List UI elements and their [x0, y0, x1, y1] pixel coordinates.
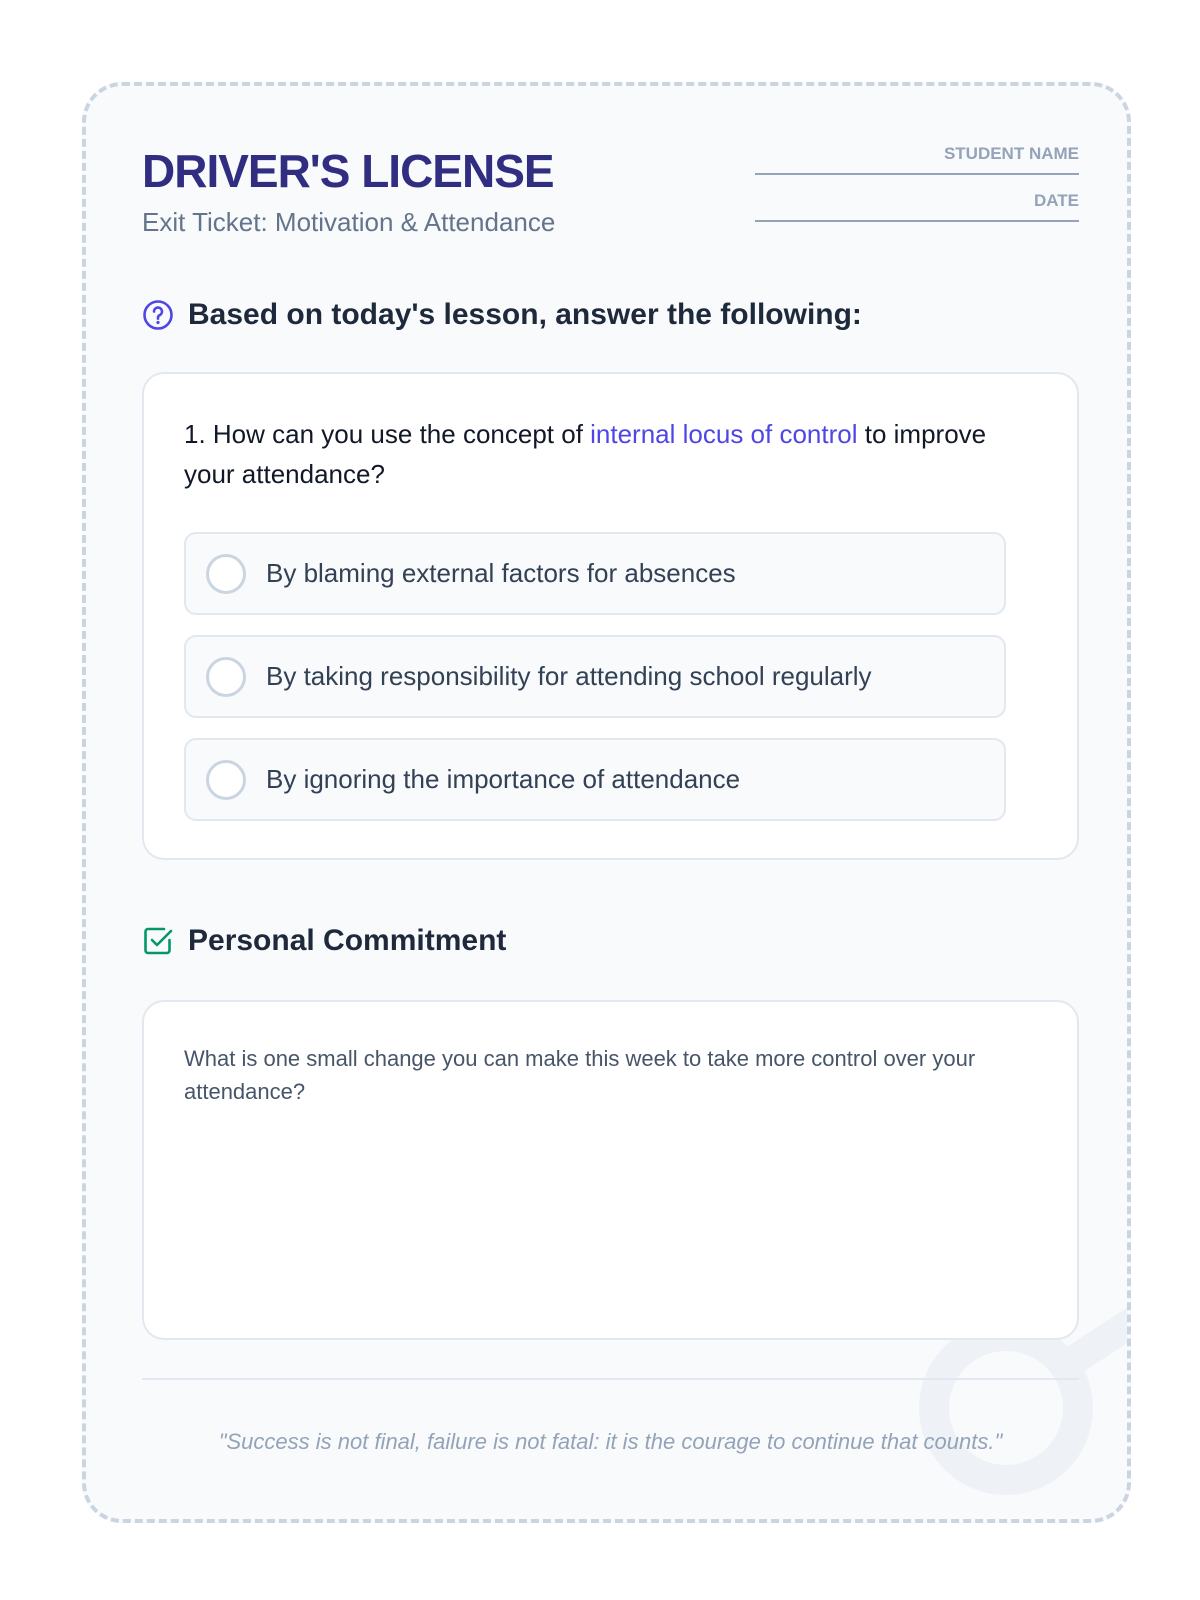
- answer-option-2[interactable]: [184, 635, 1006, 718]
- check-square-icon: [142, 925, 174, 957]
- question-highlight: internal locus of control: [590, 419, 858, 449]
- question-text: [184, 414, 1024, 494]
- page-subtitle: Exit Ticket: Motivation & Attendance: [142, 207, 556, 237]
- question-prefix: 1. How can you use the concept of: [184, 419, 591, 449]
- date-field[interactable]: [755, 191, 1079, 222]
- page-title: DRIVER'S LICENSE: [142, 145, 554, 197]
- question-suffix: to improve your attendance?: [184, 419, 987, 489]
- exit-ticket-card: [82, 82, 1131, 1523]
- date-label: DATE: [1033, 191, 1079, 210]
- answer-option-label: By taking responsibility for attending school regularly: [266, 661, 872, 691]
- radio-button[interactable]: [206, 657, 246, 697]
- question-section-heading-text: Based on today's lesson, answer the following:: [188, 298, 862, 331]
- footer-quote: "Success is not final, failure is not fatal: it is the courage to continue that counts.": [218, 1429, 1003, 1454]
- question-panel: [142, 372, 1079, 860]
- commitment-answer-box[interactable]: [142, 1000, 1079, 1340]
- header: [142, 144, 1079, 264]
- answer-option-3[interactable]: [184, 738, 1006, 821]
- footer-divider: [142, 1378, 1079, 1380]
- question-circle-icon: [142, 299, 174, 331]
- answer-option-label: By ignoring the importance of attendance: [266, 764, 741, 794]
- commitment-section-heading: [142, 924, 506, 958]
- commitment-section-heading-text: Personal Commitment: [188, 924, 507, 957]
- student-name-label: STUDENT NAME: [943, 144, 1079, 163]
- question-section-heading: [142, 298, 862, 332]
- student-name-field[interactable]: [755, 144, 1079, 175]
- commitment-prompt: What is one small change you can make this week to take more control over your attendance?: [184, 1046, 976, 1104]
- answer-option-label: By blaming external factors for absences: [266, 558, 736, 588]
- radio-button[interactable]: [206, 554, 246, 594]
- radio-button[interactable]: [206, 760, 246, 800]
- answer-option-1[interactable]: [184, 532, 1006, 615]
